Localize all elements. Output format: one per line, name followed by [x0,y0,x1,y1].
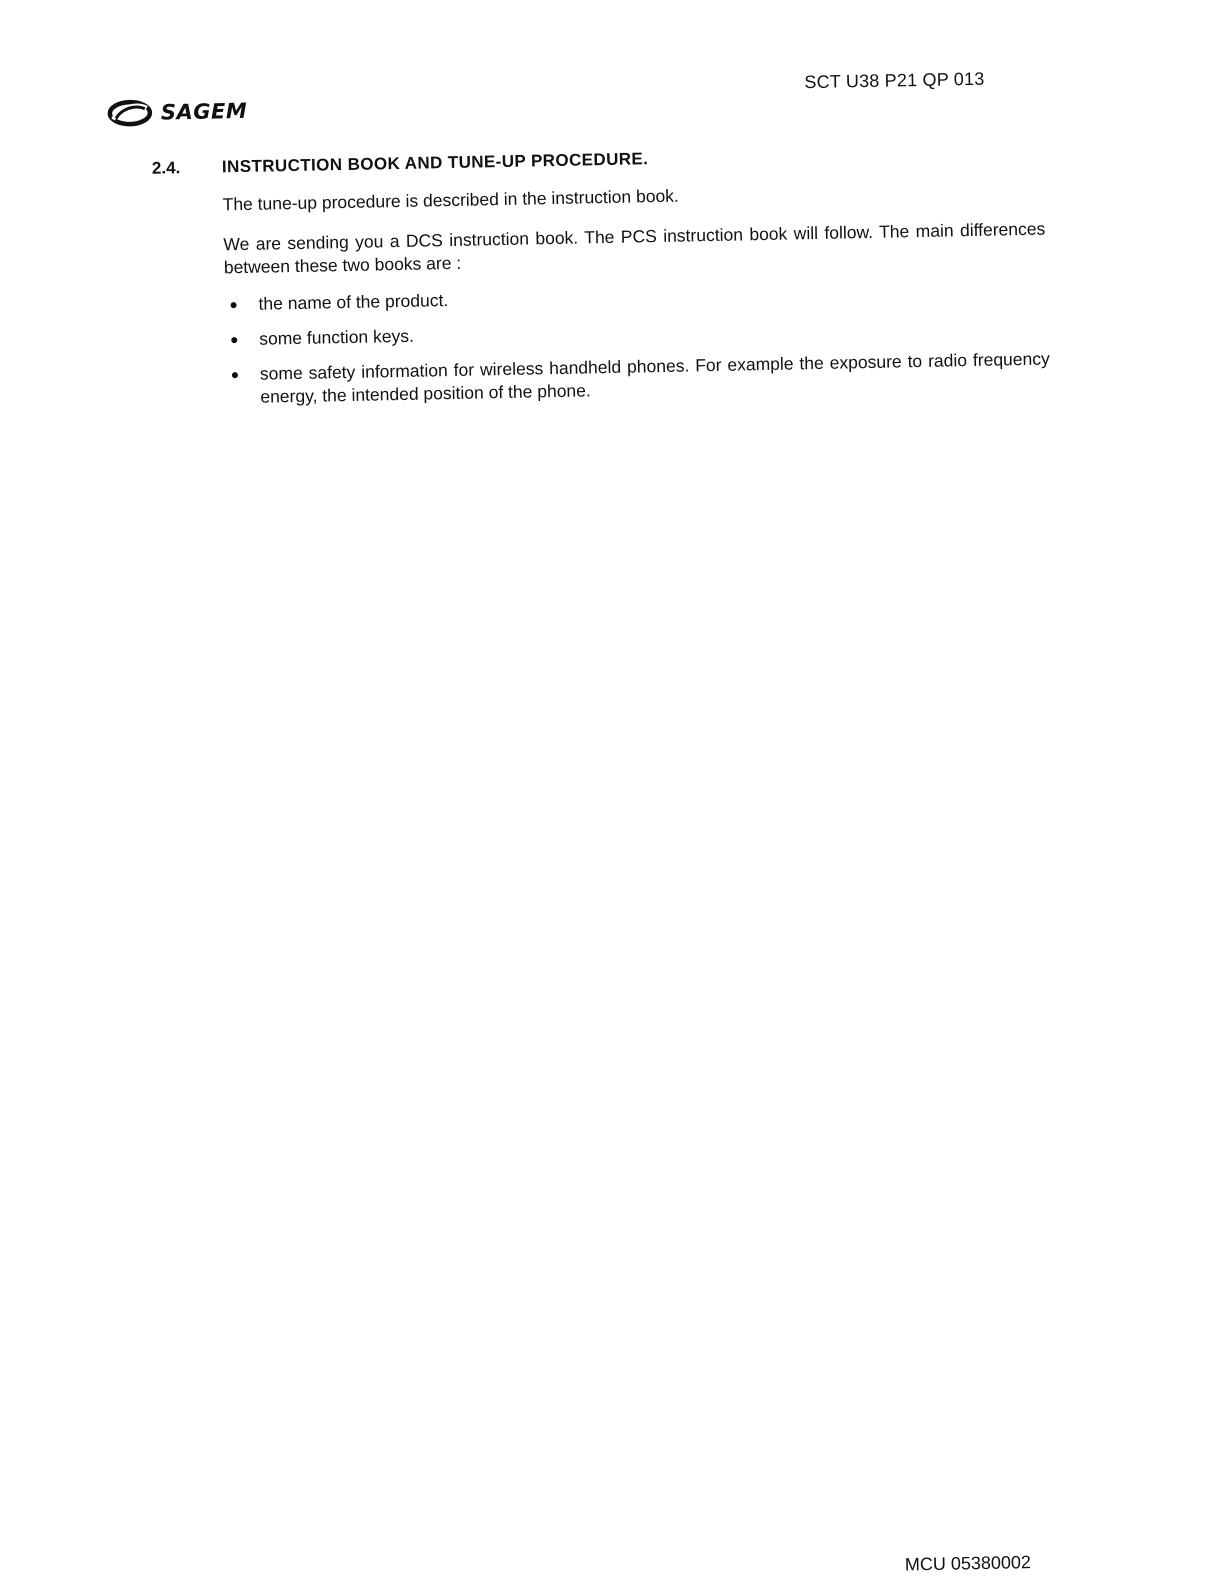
paragraph-tune-up: The tune-up procedure is described in the instruction book. [222,185,680,215]
list-item [228,348,1051,410]
company-logo [106,91,247,134]
section-number: 2.4. [151,158,181,178]
list-item-text: the name of the product. [258,290,449,314]
document-reference: SCT U38 P21 QP 013 [804,68,985,93]
differences-list [226,278,1050,422]
section-title: INSTRUCTION BOOK AND TUNE-UP PROCEDURE. [221,149,649,177]
bullet-icon [231,337,237,343]
list-item [226,278,1048,317]
footer-reference: MCU 05380002 [904,1552,1032,1575]
list-item-text: some function keys. [259,325,415,349]
bullet-icon [231,302,237,308]
paragraph-differences: We are sending you a DCS instruction book. The PCS instruction book will follow. The main differences between these two books are : [223,218,1046,278]
sagem-logo-icon [106,93,153,134]
bullet-icon [232,372,238,378]
list-item-text: some safety information for wireless handheld phones. For example the exposure to radio frequency energy, the intended position of the phone. [259,348,1050,407]
logo-wordmark: SAGEM [160,98,248,125]
list-item [227,313,1049,352]
